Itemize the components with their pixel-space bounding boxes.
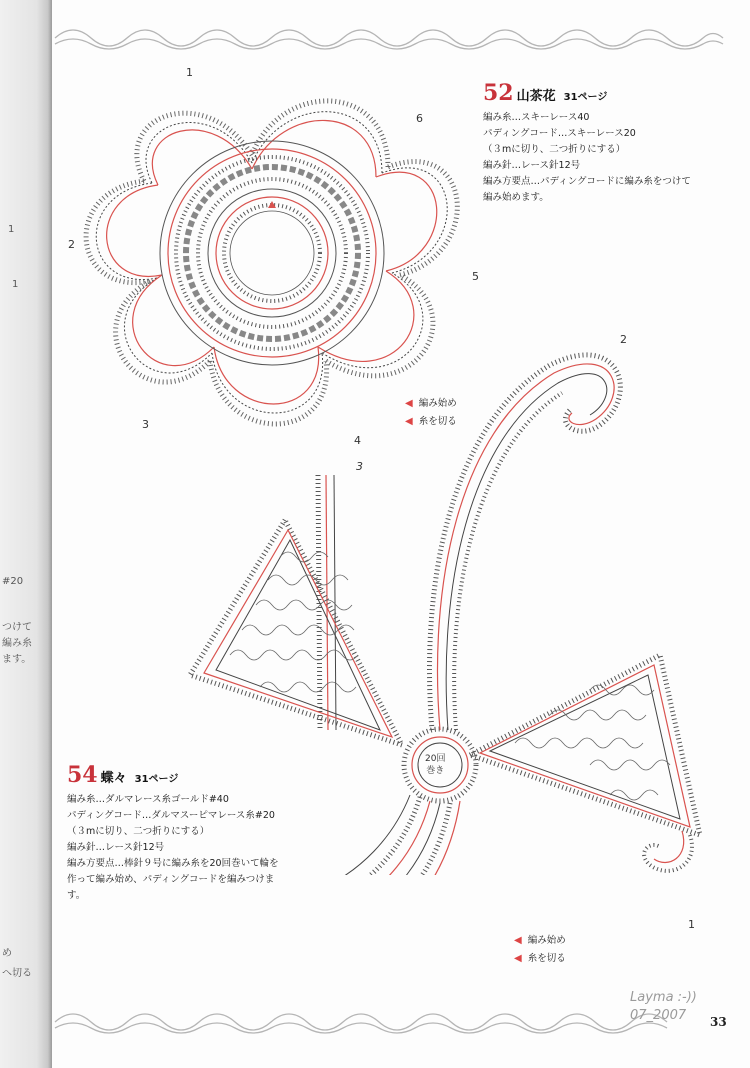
instruction-line: 編み針…レース針12号 [67, 842, 165, 853]
petal-number: 2 [68, 238, 75, 251]
instruction-line: パディングコード…ダルマスーピマレース糸#20 [67, 810, 275, 821]
petal-number: 3 [142, 418, 149, 431]
instruction-line: 編み方要点…棒針９号に編み糸を20回巻いて輪を [67, 858, 279, 869]
petal-number: 6 [416, 112, 423, 125]
instruction-line: 作って編み始め、パディングコードを編みつけま [67, 874, 275, 885]
legend-start: 編み始め [527, 935, 566, 946]
instruction-line: 編み糸…スキーレース40 [483, 112, 590, 123]
petal-number: 1 [186, 66, 193, 79]
start-marker-icon: ◀ [514, 935, 522, 946]
pattern-54-heading [67, 762, 178, 788]
pattern-54-legend [514, 932, 566, 968]
instruction-line: （３mに切り、二つ折りにする） [67, 826, 210, 837]
legend-cut: 糸を切る [418, 416, 457, 427]
gutter-fragment: め [2, 948, 12, 959]
arm-number: 3 [356, 460, 363, 473]
petal-number: 5 [472, 270, 479, 283]
arm-number: 1 [688, 918, 695, 931]
pattern-number: 52 [483, 80, 514, 106]
cut-marker-icon: ◀ [514, 953, 522, 964]
pattern-title: 山茶花 [516, 89, 556, 104]
pattern-52-instructions [483, 110, 691, 206]
page-reference: 31ページ [563, 92, 608, 103]
watermark-line: 07_2007 [630, 1008, 687, 1023]
arm-number: 2 [620, 333, 627, 346]
pattern-52-heading [483, 80, 607, 106]
legend-cut: 糸を切る [527, 953, 566, 964]
gutter-fragment: #20 [2, 576, 24, 587]
instruction-line: 編み糸…ダルマレース糸ゴールド#40 [67, 794, 229, 805]
gutter-fragment: ます。 [2, 654, 32, 665]
gutter-fragment: 1 [12, 279, 19, 290]
gutter-fragment: つけて [2, 622, 32, 633]
instruction-line: 編み方要点…パディングコードに編み糸をつけて [483, 176, 691, 187]
legend-start: 編み始め [418, 398, 457, 409]
gutter-fragment: 1 [8, 224, 15, 235]
page-number: 33 [710, 1015, 727, 1029]
instruction-line: （３mに切り、二つ折りにする） [483, 144, 626, 155]
pattern-title: 蝶々 [100, 771, 127, 786]
gutter-fragment: 編み糸 [2, 638, 32, 649]
petal-number: 4 [354, 434, 361, 447]
instruction-line: パディングコード…スキーレース20 [483, 128, 636, 139]
pattern-54-instructions [67, 792, 279, 904]
cut-marker-icon: ◀ [405, 416, 413, 427]
watermark-line: Layma :-)) [630, 990, 697, 1005]
start-marker-icon: ◀ [405, 398, 413, 409]
pattern-number: 54 [67, 762, 98, 788]
instruction-line: す。 [67, 890, 86, 901]
instruction-line: 編み針…レース針12号 [483, 160, 581, 171]
center-label-line: 20回 [425, 754, 446, 764]
page-reference: 31ページ [134, 774, 179, 785]
center-ring-label [425, 753, 445, 777]
gutter-fragment: へ切る [2, 968, 32, 979]
center-label-line: 巻き [426, 766, 445, 776]
instruction-line: 編み始めます。 [483, 192, 549, 203]
